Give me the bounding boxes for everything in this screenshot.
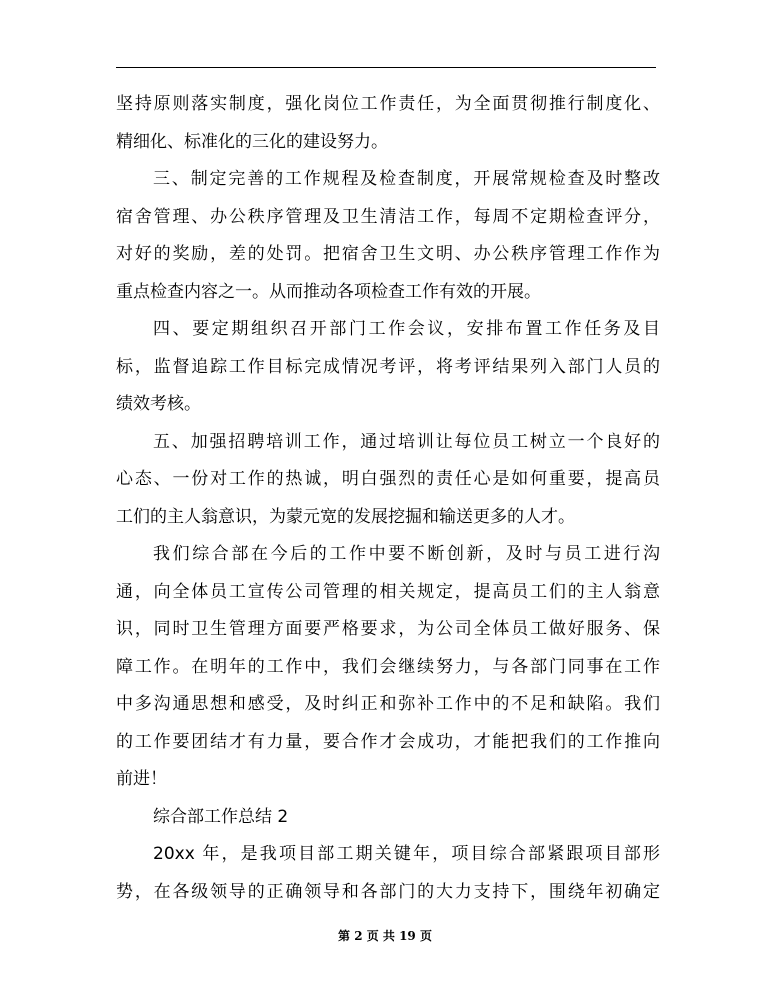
text-line: 宿舍管理、办公秩序管理及卫生清洁工作，每周不定期检查评分，	[116, 206, 660, 227]
text-line: 通，向全体员工宣传公司管理的相关规定，提高员工们的主人翁意	[116, 581, 660, 602]
paragraph-start-line: 四、要定期组织召开部门工作会议，安排布置工作任务及目	[153, 319, 660, 339]
text-line: 精细化、标准化的三化的建设努力。	[116, 131, 388, 152]
text-line: 前进！	[116, 769, 167, 789]
text-line: 的工作要团结才有力量，要合作才会成功，才能把我们的工作推向	[116, 731, 660, 752]
text-line: 中多沟通思想和感受，及时纠正和弥补工作中的不足和缺陷。我们	[116, 694, 660, 714]
text-line: 标，监督追踪工作目标完成情况考评，将考评结果列入部门人员的	[116, 356, 660, 377]
document-body	[116, 86, 660, 911]
text-line: 势，在各级领导的正确领导和各部门的大力支持下，围绕年初确定	[116, 881, 660, 902]
text-line: 心态、一份对工作的热诚，明白强烈的责任心是如何重要，提高员	[116, 469, 660, 489]
paragraph-start-line: 我们综合部在今后的工作中要不断创新，及时与员工进行沟	[153, 544, 660, 564]
text-line: 对好的奖励，差的处罚。把宿舍卫生文明、办公秩序管理工作作为	[116, 244, 660, 264]
page-number-footer: 第 2 页 共 19 页	[338, 929, 432, 943]
paragraph-start-line: 五、加强招聘培训工作，通过培训让每位员工树立一个良好的	[153, 431, 660, 452]
paragraph-start-line: 20xx 年，是我项目部工期关键年，项目综合部紧跟项目部形	[153, 844, 660, 864]
section-heading: 综合部工作总结 2	[153, 806, 289, 827]
text-line: 坚持原则落实制度，强化岗位工作责任，为全面贯彻推行制度化、	[116, 94, 660, 114]
text-line: 绩效考核。	[116, 394, 201, 414]
text-line: 障工作。在明年的工作中，我们会继续努力，与各部门同事在工作	[116, 656, 660, 677]
text-line: 工们的主人翁意识，为蒙元宽的发展挖掘和输送更多的人才。	[116, 506, 575, 527]
header-divider	[116, 67, 656, 68]
paragraph-start-line: 三、制定完善的工作规程及检查制度，开展常规检查及时整改	[153, 169, 660, 189]
text-line: 识，同时卫生管理方面要严格要求，为公司全体员工做好服务、保	[116, 619, 660, 639]
text-line: 重点检查内容之一。从而推动各项检查工作有效的开展。	[116, 281, 541, 302]
